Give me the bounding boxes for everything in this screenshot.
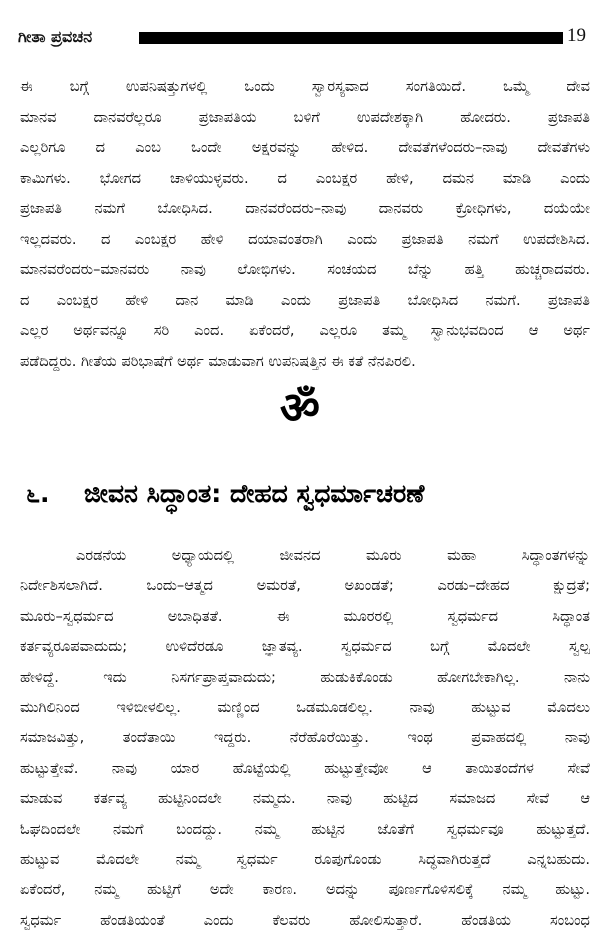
header-rule xyxy=(139,32,563,44)
text-line: ಓಘದಿಂದಲೇ ನಮಗೆ ಬಂದದ್ದು. ನಮ್ಮ ಹುಟ್ಟಿನ ಜೊತೆಗೆ ಸ್ವಧರ್ಮವೂ ಹುಟ್ಟುತ್ತದೆ. xyxy=(20,820,590,838)
text-line: ಹೇಳಿದ್ದೆ. ಇದು ನಿಸರ್ಗಪ್ರಾಪ್ತವಾದುದು; ಹುಡುಕಿಕೊಂಡು ಹೋಗಬೇಕಾಗಿಲ್ಲ. ನಾನು xyxy=(20,668,590,686)
page-header xyxy=(18,24,586,52)
text-line: ಹುಟ್ಟುತ್ತೇವೆ. ನಾವು ಯಾರ ಹೊಟ್ಟೆಯಲ್ಲಿ ಹುಟ್ಟುತ್ತೇವೋ ಆ ತಾಯಿತಂದೆಗಳ ಸೇವೆ xyxy=(20,759,590,777)
text-line: ಮೂರು–ಸ್ವಧರ್ಮದ ಅಬಾಧಿತತೆ. ಈ ಮೂರರಲ್ಲಿ ಸ್ವಧರ್ಮದ ಸಿದ್ಧಾಂತ xyxy=(20,607,590,625)
text-line: ಏಕೆಂದರೆ, ನಮ್ಮ ಹುಟ್ಟಿಗೆ ಅದೇ ಕಾರಣ. ಅದನ್ನು ಪೂರ್ಣಗೊಳಿಸಲಿಕ್ಕೆ ನಮ್ಮ ಹುಟ್ಟು. xyxy=(20,881,590,899)
running-title: ಗೀತಾ ಪ್ರವಚನ xyxy=(18,27,93,46)
chapter-number: ೬. xyxy=(26,479,50,508)
text-line: ಸಮಾಜವಿತ್ತು, ತಂದೆತಾಯಿ ಇದ್ದರು. ನೆರೆಹೊರೆಯಿತ್ತು. ಇಂಥ ಪ್ರವಾಹದಲ್ಲಿ ನಾವು xyxy=(20,729,590,747)
text-line: ನಿರ್ದೇಶಿಸಲಾಗಿದೆ. ಒಂದು–ಆತ್ಮದ ಅಮರತೆ, ಅಖಂಡತೆ; ಎರಡು–ದೇಹದ ಕ್ಷುದ್ರತೆ; xyxy=(20,577,590,595)
text-line: ಮಾಡುವ ಕರ್ತವ್ಯ ಹುಟ್ಟಿನಿಂದಲೇ ನಮ್ಮದು. ನಾವು ಹುಟ್ಟಿದ ಸಮಾಜದ ಸೇವೆ ಆ xyxy=(20,790,590,808)
chapter-heading xyxy=(26,472,586,516)
text-line: ಈ ಬಗ್ಗೆ ಉಪನಿಷತ್ತುಗಳಲ್ಲಿ ಒಂದು ಸ್ವಾರಸ್ಯವಾದ ಸಂಗತಿಯಿದೆ. ಒಮ್ಮೆ ದೇವ xyxy=(20,78,590,95)
text-line: ಸ್ವಧರ್ಮ ಹೆಂಡತಿಯಂತೆ ಎಂದು ಕೆಲವರು ಹೋಲಿಸುತ್ತಾರೆ. ಹೆಂಡತಿಯ ಸಂಬಂಧ xyxy=(20,911,590,929)
paragraph-life-principles xyxy=(20,541,590,936)
text-line: ಇಲ್ಲದವರು. ದ ಎಂಬಕ್ಷರ ಹೇಳಿ ದಯಾವಂತರಾಗಿ ಎಂದು ಪ್ರಜಾಪತಿ ನಮಗೆ ಉಪದೇಶಿಸಿದ. xyxy=(20,230,590,248)
text-line: ಎಲ್ಲರ ಅರ್ಥವನ್ನೂ ಸರಿ ಎಂದ. ಏಕೆಂದರೆ, ಎಲ್ಲರೂ ತಮ್ಮ ಸ್ವಾನುಭವದಿಂದ ಆ ಅರ್ಥ xyxy=(20,322,590,339)
om-divider xyxy=(0,383,600,435)
text-line: ಪಡೆದಿದ್ದರು. ಗೀತೆಯ ಪರಿಭಾಷೆಗೆ ಅರ್ಥ ಮಾಡುವಾಗ ಉಪನಿಷತ್ತಿನ ಈ ಕತೆ ನೆನಪಿರಲಿ. xyxy=(20,352,416,370)
paragraph-upanishad-story xyxy=(20,72,590,377)
text-line: ಹುಟ್ಟುವ ಮೊದಲೇ ನಮ್ಮ ಸ್ವಧರ್ಮ ರೂಪುಗೊಂಡು ಸಿದ್ಧವಾಗಿರುತ್ತದೆ ಎನ್ನಬಹುದು. xyxy=(20,850,590,868)
text-line: ಮಾನವ ದಾನವರೆಲ್ಲರೂ ಪ್ರಜಾಪತಿಯ ಬಳಿಗೆ ಉಪದೇಶಕ್ಕಾಗಿ ಹೋದರು. ಪ್ರಜಾಪತಿ xyxy=(20,108,590,126)
text-line: ಪ್ರಜಾಪತಿ ನಮಗೆ ಬೋಧಿಸಿದ. ದಾನವರೆಂದರು–ನಾವು ದಾನವರು ಕ್ರೋಧಿಗಳು, ದಯೆಯೇ xyxy=(20,200,590,217)
text-line: ಮಾನವರೆಂದರು–ಮಾನವರು ನಾವು ಲೋಭಿಗಳು. ಸಂಚಯದ ಬೆನ್ನು ಹತ್ತಿ ಹುಚ್ಚರಾದವರು. xyxy=(20,261,590,278)
text-line: ಕರ್ತವ್ಯರೂಪವಾದುದು; ಉಳಿದೆರಡೂ ಜ್ಞಾತವ್ಯ. ಸ್ವಧರ್ಮದ ಬಗ್ಗೆ ಮೊದಲೇ ಸ್ವಲ್ಪ xyxy=(20,638,590,656)
text-line: ಎರಡನೆಯ ಅಧ್ಯಾಯದಲ್ಲಿ ಜೀವನದ ಮೂರು ಮಹಾ ಸಿದ್ಧಾಂತಗಳನ್ನು xyxy=(76,547,590,564)
text-line: ಎಲ್ಲರಿಗೂ ದ ಎಂಬ ಒಂದೇ ಅಕ್ಷರವನ್ನು ಹೇಳಿದ. ದೇವತೆಗಳೆಂದರು–ನಾವು ದೇವತೆಗಳು xyxy=(20,139,590,156)
om-icon: ॐ xyxy=(279,383,321,434)
text-line: ಕಾಮಿಗಳು. ಭೋಗದ ಚಾಳಿಯುಳ್ಳವರು. ದ ಎಂಬಕ್ಷರ ಹೇಳಿ, ದಮನ ಮಾಡಿ ಎಂದು xyxy=(20,169,590,187)
text-line: ಮುಗಿಲಿನಿಂದ ಇಳಿಬೀಳಲಿಲ್ಲ. ಮಣ್ಣಿಂದ ಒಡಮೂಡಲಿಲ್ಲ. ನಾವು ಹುಟ್ಟುವ ಮೊದಲು xyxy=(20,698,590,716)
text-line: ದ ಎಂಬಕ್ಷರ ಹೇಳಿ ದಾನ ಮಾಡಿ ಎಂದು ಪ್ರಜಾಪತಿ ಬೋಧಿಸಿದ ನಮಗೆ. ಪ್ರಜಾಪತಿ xyxy=(20,291,590,309)
page-number: 19 xyxy=(567,25,586,46)
chapter-title: ಜೀವನ ಸಿದ್ಧಾಂತ: ದೇಹದ ಸ್ವಧರ್ಮಾಚರಣೆ xyxy=(84,479,425,508)
